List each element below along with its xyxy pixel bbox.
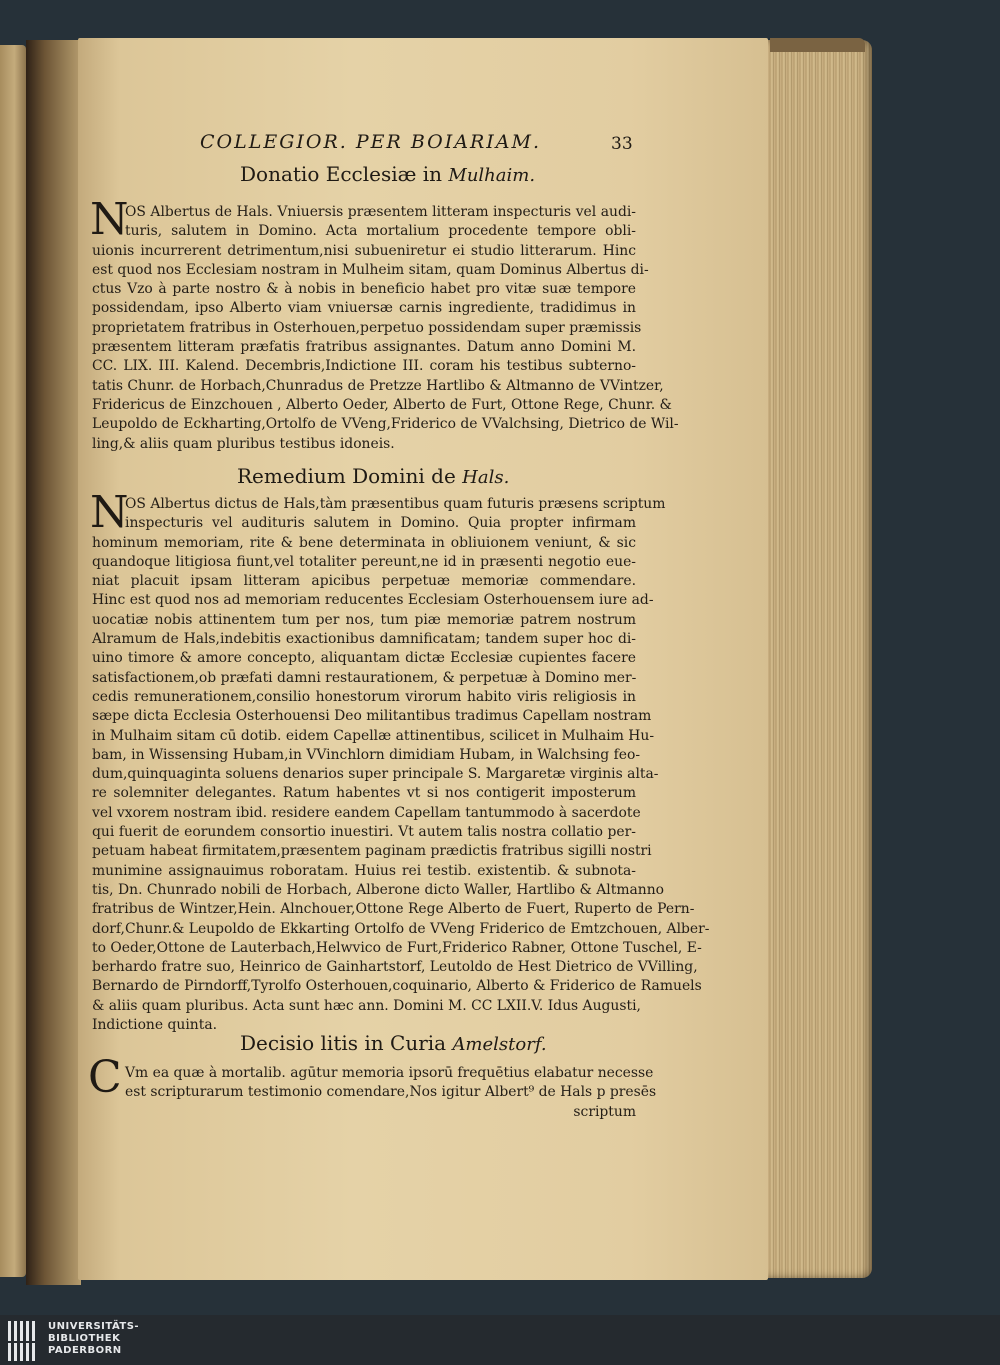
text-line: hominum memoriam, rite & bene determinata in obliuionem veniunt, & sic — [92, 534, 636, 551]
heading-place: Amelstorf. — [452, 1034, 547, 1055]
text-line: Vm ea quæ à mortalib. agūtur memoria ipsorū frequētius elabatur necesse — [125, 1065, 654, 1081]
section-heading — [240, 1031, 547, 1055]
text-line: berhardo fratre suo, Heinrico de Gainhartstorf, Leutoldo de Hest Dietrico de VVilling, — [92, 959, 698, 976]
text-line: petuam habeat firmitatem,præsentem paginam prædictis fratribus sigilli nostri — [92, 843, 652, 860]
text-line: possidendam, ipso Alberto viam vniuersæ carnis ingrediente, tradidimus in — [92, 300, 636, 317]
text-line: CC. LIX. III. Kalend. Decembris,Indictione III. coram his testibus subterno- — [92, 358, 636, 375]
text-line: uionis incurrerent detrimentum,nisi subueniretur ei studio litterarum. Hinc — [92, 242, 636, 259]
section-body — [92, 495, 710, 1035]
text-line: niat placuit ipsam litteram apicibus perpetuæ memoriæ commendare. — [92, 573, 636, 590]
text-line: quandoque litigiosa fiunt,vel totaliter pereunt,ne id in præsenti negotio eue- — [92, 553, 636, 570]
text-line: OS Albertus de Hals. Vniuersis præsentem litteram inspecturis vel audi- — [125, 204, 636, 220]
text-line: est scripturarum testimonio comendare,Nos igitur Albert⁹ de Hals p presēs — [125, 1084, 657, 1101]
text-line: Leupoldo de Eckharting,Ortolfo de VVeng,Friderico de VValchsing, Dietrico de Wil- — [92, 416, 679, 433]
text-line: dum,quinquaginta soluens denarios super principale S. Margaretæ virginis alta- — [92, 766, 659, 783]
text-line: Hinc est quod nos ad memoriam reducentes Ecclesiam Osterhouensem iure ad- — [92, 592, 654, 609]
text-line: Bernardo de Pirndorff,Tyrolfo Osterhouen,coquinario, Alberto & Friderico de Ramuels — [92, 978, 702, 995]
section-heading — [237, 464, 509, 488]
book-cover-edge — [770, 38, 865, 52]
text-line: vel vxorem nostram ibid. residere eandem Capellam tantummodo à sacerdote — [92, 804, 641, 821]
text-line: fratribus de Wintzer,Hein. Alnchouer,Ottone Rege Alberto de Fuert, Ruperto de Pern- — [92, 901, 695, 918]
text-line: proprietatem fratribus in Osterhouen,perpetuo possidendam super præmissis — [92, 319, 642, 336]
heading-text: Decisio litis in Curia — [240, 1031, 453, 1055]
text-line: dorf,Chunr.& Leupoldo de Ekkarting Ortolfo de VVeng Friderico de Emtzchouen, Alber- — [92, 920, 710, 937]
section-heading — [240, 162, 535, 186]
text-line: cedis remunerationem,consilio honestorum virorum habito viris religiosis in — [92, 688, 636, 705]
text-line: sæpe dicta Ecclesia Osterhouensi Deo militantibus tradimus Capellam nostram — [92, 708, 652, 725]
text-line: ling,& aliis quam pluribus testibus idoneis. — [92, 435, 395, 452]
text-line: tatis Chunr. de Horbach,Chunradus de Pretzze Hartlibo & Altmanno de VVintzer, — [92, 377, 664, 394]
text-line: Alramum de Hals,indebitis exactionibus damnificatam; tandem super hoc di- — [92, 631, 636, 648]
library-emblem-icon — [6, 1319, 42, 1363]
text-line: munimine assignauimus roboratam. Huius rei testib. existentib. & subnota- — [92, 862, 636, 879]
running-head: COLLEGIOR. PER BOIARIAM. — [200, 131, 542, 153]
text-line: & aliis quam pluribus. Acta sunt hæc ann. Domini M. CC LXII.V. Idus Augusti, — [92, 997, 641, 1014]
text-line: Indictione quinta. — [92, 1017, 218, 1034]
page-number: 33 — [611, 134, 633, 154]
logo-line: PADERBORN — [48, 1345, 122, 1356]
drop-initial: N — [90, 487, 129, 538]
text-line: turis, salutem in Domino. Acta mortalium procedente tempore obli- — [125, 223, 636, 240]
text-line: uino timore & amore concepto, aliquantam dictæ Ecclesiæ cupientes facere — [92, 650, 636, 667]
text-line: præsentem litteram præfatis fratribus assignantes. Datum anno Domini M. — [92, 339, 636, 356]
section-body — [92, 1064, 657, 1122]
text-line: to Oeder,Ottone de Lauterbach,Helwvico de Furt,Friderico Rabner, Ottone Tuschel, E- — [92, 939, 702, 956]
text-line: uocatiæ nobis attinentem tum per nos, tum piæ memoriæ patrem nostrum — [92, 611, 636, 628]
section-body — [92, 203, 679, 454]
text-line: qui fuerit de eorundem consortio inuestiri. Vt autem talis nostra collatio per- — [92, 824, 636, 841]
text-line: in Mulhaim sitam cū dotib. eidem Capellæ attinentibus, scilicet in Mulhaim Hu- — [92, 727, 655, 744]
text-line: bam, in Wissensing Hubam,in VVinchlorn dimidiam Hubam, in Walchsing feo- — [92, 746, 641, 763]
drop-initial: C — [88, 1052, 122, 1103]
text-line: tis, Dn. Chunrado nobili de Horbach, Alberone dicto Waller, Hartlibo & Altmanno — [92, 881, 665, 898]
book-fore-edge — [762, 40, 872, 1278]
logo-line: BIBLIOTHEK — [48, 1333, 121, 1344]
text-line: est quod nos Ecclesiam nostram in Mulheim sitam, quam Dominus Albertus di- — [92, 261, 649, 278]
text-line: OS Albertus dictus de Hals,tàm præsentibus quam futuris præsens scriptum — [125, 496, 666, 512]
left-page-edge — [0, 45, 26, 1277]
heading-place: Hals. — [462, 467, 510, 488]
heading-text: Donatio Ecclesiæ in — [240, 162, 449, 186]
book-gutter — [26, 40, 81, 1285]
library-logo — [0, 1315, 1000, 1365]
library-name — [48, 1321, 139, 1357]
text-line: ctus Vzo à parte nostro & à nobis in beneficio habet pro vitæ suæ tempore — [92, 281, 636, 298]
heading-text: Remedium Domini de — [237, 464, 463, 488]
drop-initial: N — [90, 194, 129, 245]
text-line: satisfactionem,ob præfati damni restaurationem, & perpetuæ à Domino mer- — [92, 669, 637, 686]
catchword: scriptum — [573, 1103, 636, 1120]
text-line: inspecturis vel audituris salutem in Domino. Quia propter infirmam — [125, 515, 636, 532]
heading-place: Mulhaim. — [448, 165, 536, 186]
text-line: Fridericus de Einzchouen , Alberto Oeder, Alberto de Furt, Ottone Rege, Chunr. & — [92, 396, 672, 413]
text-line: re solemniter delegantes. Ratum habentes vt si nos contigerit imposterum — [92, 785, 636, 802]
logo-line: UNIVERSITÄTS- — [48, 1321, 140, 1332]
